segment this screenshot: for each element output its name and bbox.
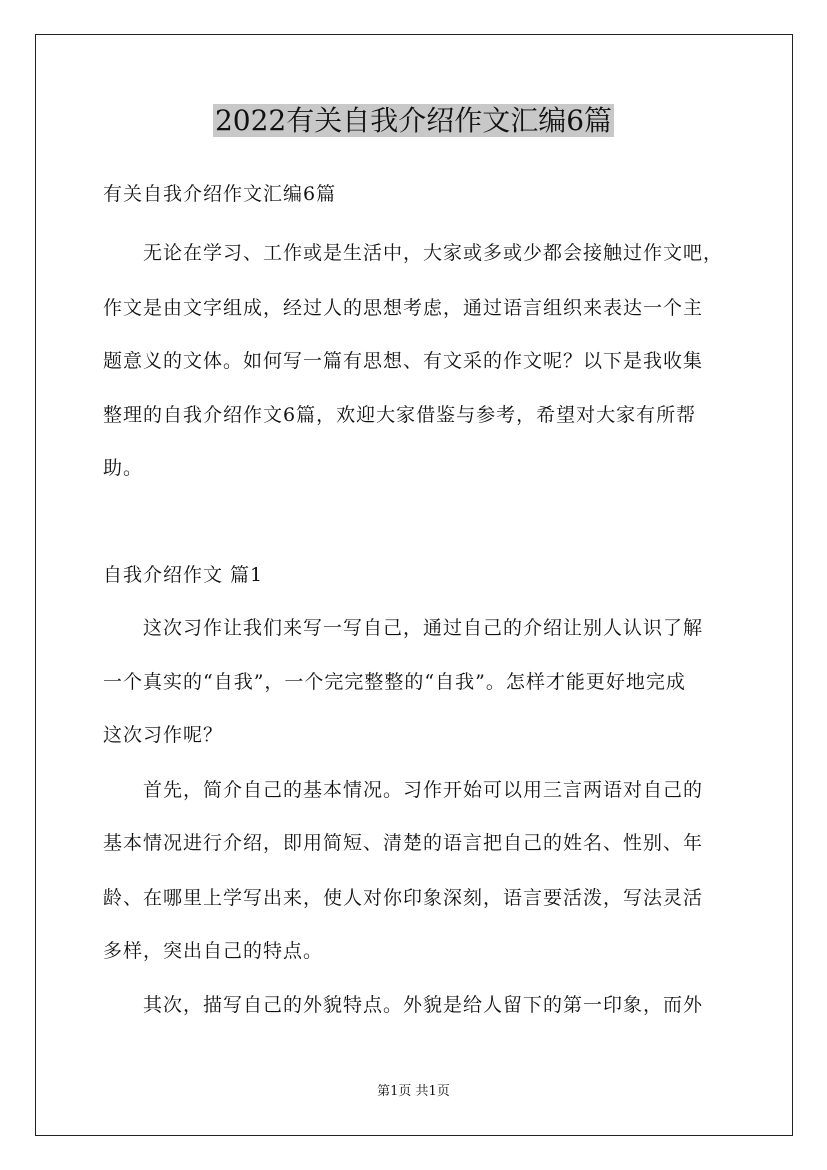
intro-line: 无论在学习、工作或是生活中，大家或多或少都会接触过作文吧， — [143, 242, 724, 264]
paragraph-line: 这次习作让我们来写一写自己，通过自己的介绍让别人认识了解 — [143, 617, 704, 639]
intro-line: 题意义的文体。如何写一篇有思想、有文采的作文呢？以下是我收集 — [103, 350, 704, 372]
section-heading: 自我介绍作文 篇1 — [103, 564, 264, 586]
paragraph-line: 其次，描写自己的外貌特点。外貌是给人留下的第一印象，而外 — [143, 994, 704, 1016]
intro-line: 整理的自我介绍作文6篇，欢迎大家借鉴与参考，希望对大家有所帮 — [103, 404, 697, 426]
paragraph-line: 多样，突出自己的特点。 — [103, 940, 324, 962]
paragraph-line: 一个真实的“自我”，一个完完整整的“自我”。怎样才能更好地完成 — [103, 671, 686, 693]
paragraph-line: 龄、在哪里上学写出来，使人对你印象深刻，语言要活泼，写法灵活 — [103, 887, 704, 909]
intro-line: 助。 — [103, 457, 144, 479]
paragraph-line: 这次习作呢？ — [103, 724, 224, 746]
paragraph-line: 基本情况进行介绍，即用简短、清楚的语言把自己的姓名、性别、年 — [103, 832, 704, 854]
document-title-text: 2022有关自我介绍作文汇编6篇 — [214, 104, 613, 137]
intro-line: 作文是由文字组成，经过人的思想考虑，通过语言组织来表达一个主 — [103, 297, 704, 319]
paragraph-line: 首先，简介自己的基本情况。习作开始可以用三言两语对自己的 — [143, 779, 704, 801]
document-title — [0, 98, 827, 144]
page-number-footer: 第1页 共1页 — [377, 1084, 450, 1099]
document-subtitle: 有关自我介绍作文汇编6篇 — [103, 183, 337, 205]
